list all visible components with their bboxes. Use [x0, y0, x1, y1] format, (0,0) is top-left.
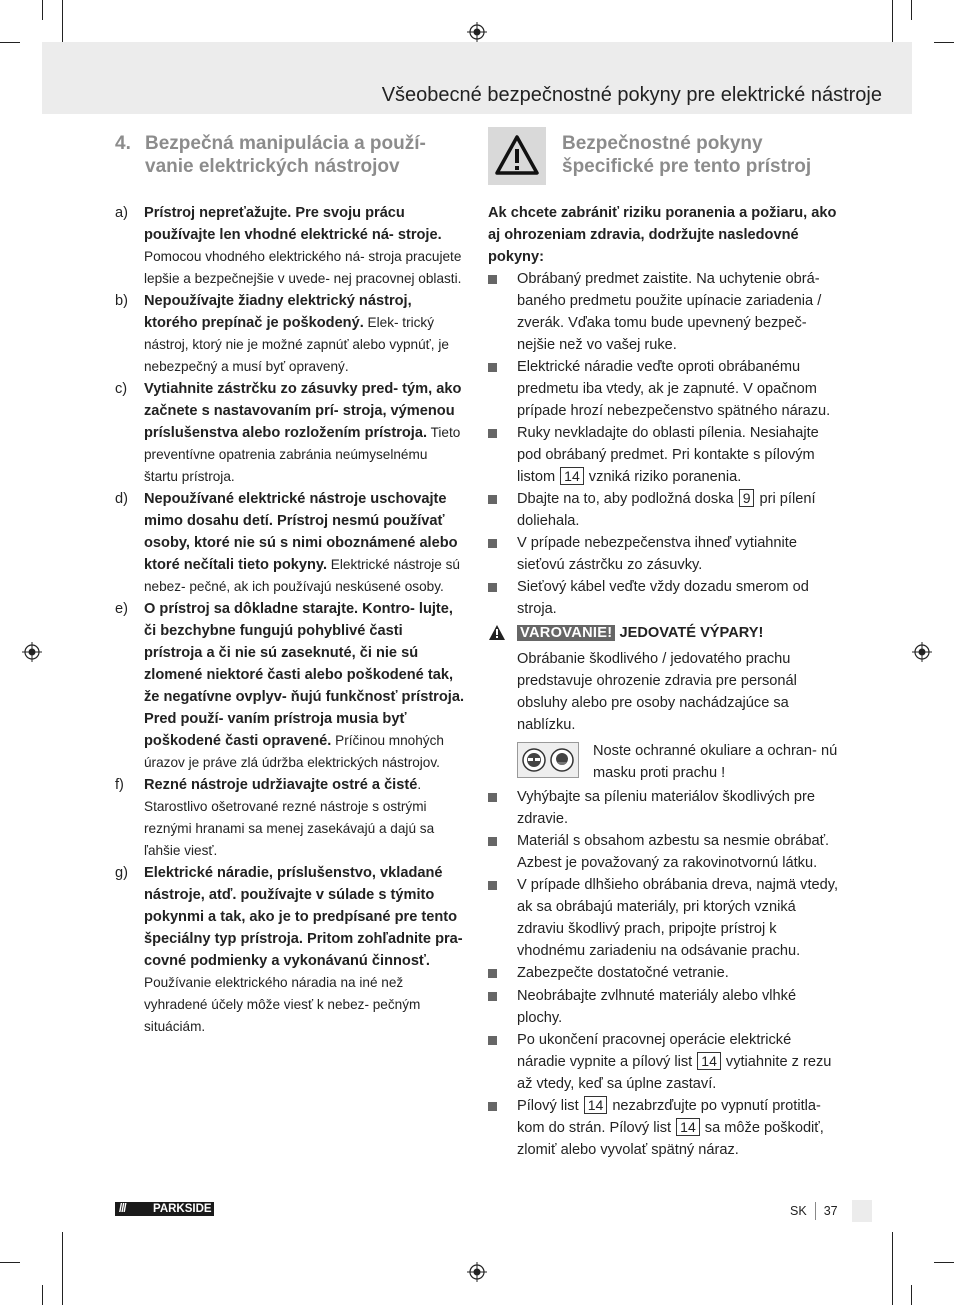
left-column: [115, 132, 465, 1038]
page-title: Všeobecné bezpečnostné pokyny pre elektrické nástroje: [381, 84, 882, 106]
intro-text: Ak chcete zabrániť riziku poranenia a požiaru, ako aj ohrozeniam zdravia, dodržujte nasledovné pokyny:: [488, 205, 837, 265]
language-code: SK: [790, 1204, 807, 1218]
warning-text: Obrábanie škodlivého / jedovatého prachu predstavuje ohrozenie zdravia pre personál obsluhy alebo pre osoby nachádzajúce sa nablízku.: [517, 651, 797, 733]
bullet-square-icon: [488, 881, 497, 890]
page-info: [790, 1200, 838, 1222]
right-column: [488, 132, 838, 1161]
bullet-square-icon: [488, 992, 497, 1001]
crop-mark: [892, 1232, 893, 1305]
warning-label: VAROVANIE!: [517, 625, 615, 641]
list-item: Obrábaný predmet zaistite. Na uchytenie obrá- baného predmetu použite upínacie zariadenia / zverák. Vďaka tomu bude upevnený bezpeč- nejšie než vo vašej ruke.: [488, 268, 838, 356]
protection-notice: [517, 740, 838, 784]
instruction-list: [115, 202, 465, 1038]
list-item: Zabezpečte dostatočné vetranie.: [488, 962, 838, 985]
crop-mark: [62, 0, 63, 48]
part-reference: 14: [697, 1052, 721, 1070]
dust-mask-icon: [550, 748, 574, 772]
protection-text: Noste ochranné okuliare a ochran- nú masku proti prachu !: [593, 743, 838, 781]
page-number: 37: [823, 1204, 838, 1218]
part-reference: 14: [560, 467, 584, 485]
part-reference: 14: [676, 1118, 700, 1136]
warning-triangle-icon: [488, 624, 506, 641]
list-item: Vyhýbajte sa píleniu materiálov škodlivých pre zdravie.: [488, 786, 838, 830]
bullet-list: [488, 268, 838, 1161]
crop-mark: [42, 1285, 43, 1305]
bullet-square-icon: [488, 1102, 497, 1111]
crop-mark: [62, 1232, 63, 1305]
list-item: Dbajte na to, aby podložná doska 9 pri pílení doliehala.: [488, 488, 838, 532]
protection-icons: [517, 742, 579, 778]
list-item: Pílový list 14 nezabrzďujte po vypnutí protitla- kom do strán. Pílový list 14 sa môže poškodiť, zlomiť alebo vyvolať spätný náraz.: [488, 1095, 838, 1161]
list-item: d) Nepoužívané elektrické nástroje uschovajte mimo dosahu detí. Prístroj nesmú používať osoby, ktoré nie sú s nimi oboznámené alebo ktoré nečítali tieto pokyny. Elektrické nástroje sú nebez- pečné, ak ich používajú neskúsené osoby.: [115, 491, 460, 594]
list-item: b) Nepoužívajte žiadny elektrický nástroj, ktorého prepínač je poškodený. Elek- trický nástroj, ktorý nie je možné zapnúť alebo vypnúť, je nebezpečný a musí byť opravený.: [115, 293, 449, 374]
crop-mark: [911, 1285, 912, 1305]
part-reference: 14: [584, 1096, 608, 1114]
part-reference: 9: [739, 489, 755, 507]
section-title: Bezpečná manipulácia a použí- vanie elektrických nástrojov: [145, 133, 426, 177]
list-item: f) Rezné nástroje udržiavajte ostré a čisté. Starostlivo ošetrované rezné nástroje s ostrými reznými hranami sa menej zasekávajú a dajú sa ľahšie viesť.: [115, 777, 435, 858]
bullet-square-icon: [488, 429, 497, 438]
bullet-square-icon: [488, 495, 497, 504]
warning-notice: [488, 622, 838, 648]
list-item: Ruky nevkladajte do oblasti pílenia. Nesiahajte pod obrábaný predmet. Pri kontakte s pílovým listom 14 vzniká riziko poranenia.: [488, 422, 838, 488]
bullet-square-icon: [488, 1036, 497, 1045]
crop-mark: [892, 0, 893, 48]
crop-mark: [0, 42, 20, 43]
bullet-square-icon: [488, 275, 497, 284]
registration-mark-icon: [467, 1262, 487, 1282]
goggles-icon: [522, 748, 546, 772]
crop-mark: [934, 1262, 954, 1263]
registration-mark-icon: [912, 642, 932, 662]
registration-mark-icon: [467, 22, 487, 42]
divider: [815, 1202, 816, 1220]
registration-mark-icon: [22, 642, 42, 662]
section-heading: Bezpečnostné pokyny špecifické pre tento prístroj: [562, 133, 812, 177]
crop-mark: [911, 0, 912, 20]
list-item: e) O prístroj sa dôkladne starajte. Kontro- lujte, či bezchybne fungujú pohyblivé časti prístroja a či nie sú zaseknuté, či nie sú zlomené niektoré časti alebo poškodené tak, že negatívne ovplyv- ňujú funkčnosť prístroja. Pred použí- vaním prístroja musia byť poškodené časti opravené. Príčinou mnohých úrazov je práve zlá údržba elektrických nástrojov.: [115, 601, 465, 770]
page-tab: [852, 1200, 872, 1222]
list-item: Po ukončení pracovnej operácie elektrické náradie vypnite a pílový list 14 vytiahnite z rezu až vtedy, keď sa úplne zastaví.: [488, 1029, 838, 1095]
list-item: Materiál s obsahom azbestu sa nesmie obrábať. Azbest je považovaný za rakovinotvornú látku.: [488, 830, 838, 874]
crop-mark: [934, 42, 954, 43]
list-item: Elektrické náradie veďte oproti obrábanému predmetu iba vtedy, ak je zapnuté. V opačnom prípade hrozí nebezpečenstvo spätného nárazu.: [488, 356, 838, 422]
list-item: V prípade dlhšieho obrábania dreva, najmä vtedy, ak sa obrábajú materiály, pri ktorých vzniká zdraviu škodlivý prach, pripojte prístroj k vhodnému zariadeniu na odsávanie prachu.: [488, 874, 838, 962]
bullet-square-icon: [488, 837, 497, 846]
warning-box: [488, 127, 546, 185]
warning-title: JEDOVATÉ VÝPARY!: [615, 625, 764, 641]
bullet-square-icon: [488, 539, 497, 548]
section-number: 4.: [115, 133, 131, 154]
list-item: g) Elektrické náradie, príslušenstvo, vkladané nástroje, atď. používajte v súlade s týmito pokynmi a tak, ako je to predpísané pre tento špeciálny typ prístroja. Pritom zohľadnite pra- covné podmienky a vykonávanú činnosť. Používanie elektrického náradia na iné než vyhradené účely môže viesť k nebez- pečným situáciám.: [115, 865, 463, 1034]
list-item: c) Vytiahnite zástrčku zo zásuvky pred- tým, ako začnete s nastavovaním prí- stroja, výmenou príslušenstva alebo rozložením prístroja. Tieto preventívne opatrenia zabránia neúmyselnému štartu prístroja.: [115, 381, 462, 484]
warning-triangle-icon: [488, 127, 546, 185]
crop-mark: [0, 1262, 20, 1263]
section-heading: [115, 132, 465, 178]
list-item: Neobrábajte zvlhnuté materiály alebo vlhké plochy.: [488, 985, 838, 1029]
crop-mark: [42, 0, 43, 20]
bullet-square-icon: [488, 583, 497, 592]
bullet-square-icon: [488, 969, 497, 978]
bullet-square-icon: [488, 363, 497, 372]
list-item: V prípade nebezpečenstva ihneď vytiahnite sieťovú zástrčku zo zásuvky.: [488, 532, 838, 576]
bullet-square-icon: [488, 793, 497, 802]
brand-logo: /// PARKSIDE: [115, 1202, 214, 1216]
list-item: a) Prístroj nepreťažujte. Pre svoju prácu používajte len vhodné elektrické ná- stroje. Pomocou vhodného elektrického ná- stroja pracujete lepšie a bezpečnejšie v uvede- nej pracovnej oblasti.: [115, 205, 462, 286]
list-item: Sieťový kábel veďte vždy dozadu smerom od stroja.: [488, 576, 838, 620]
